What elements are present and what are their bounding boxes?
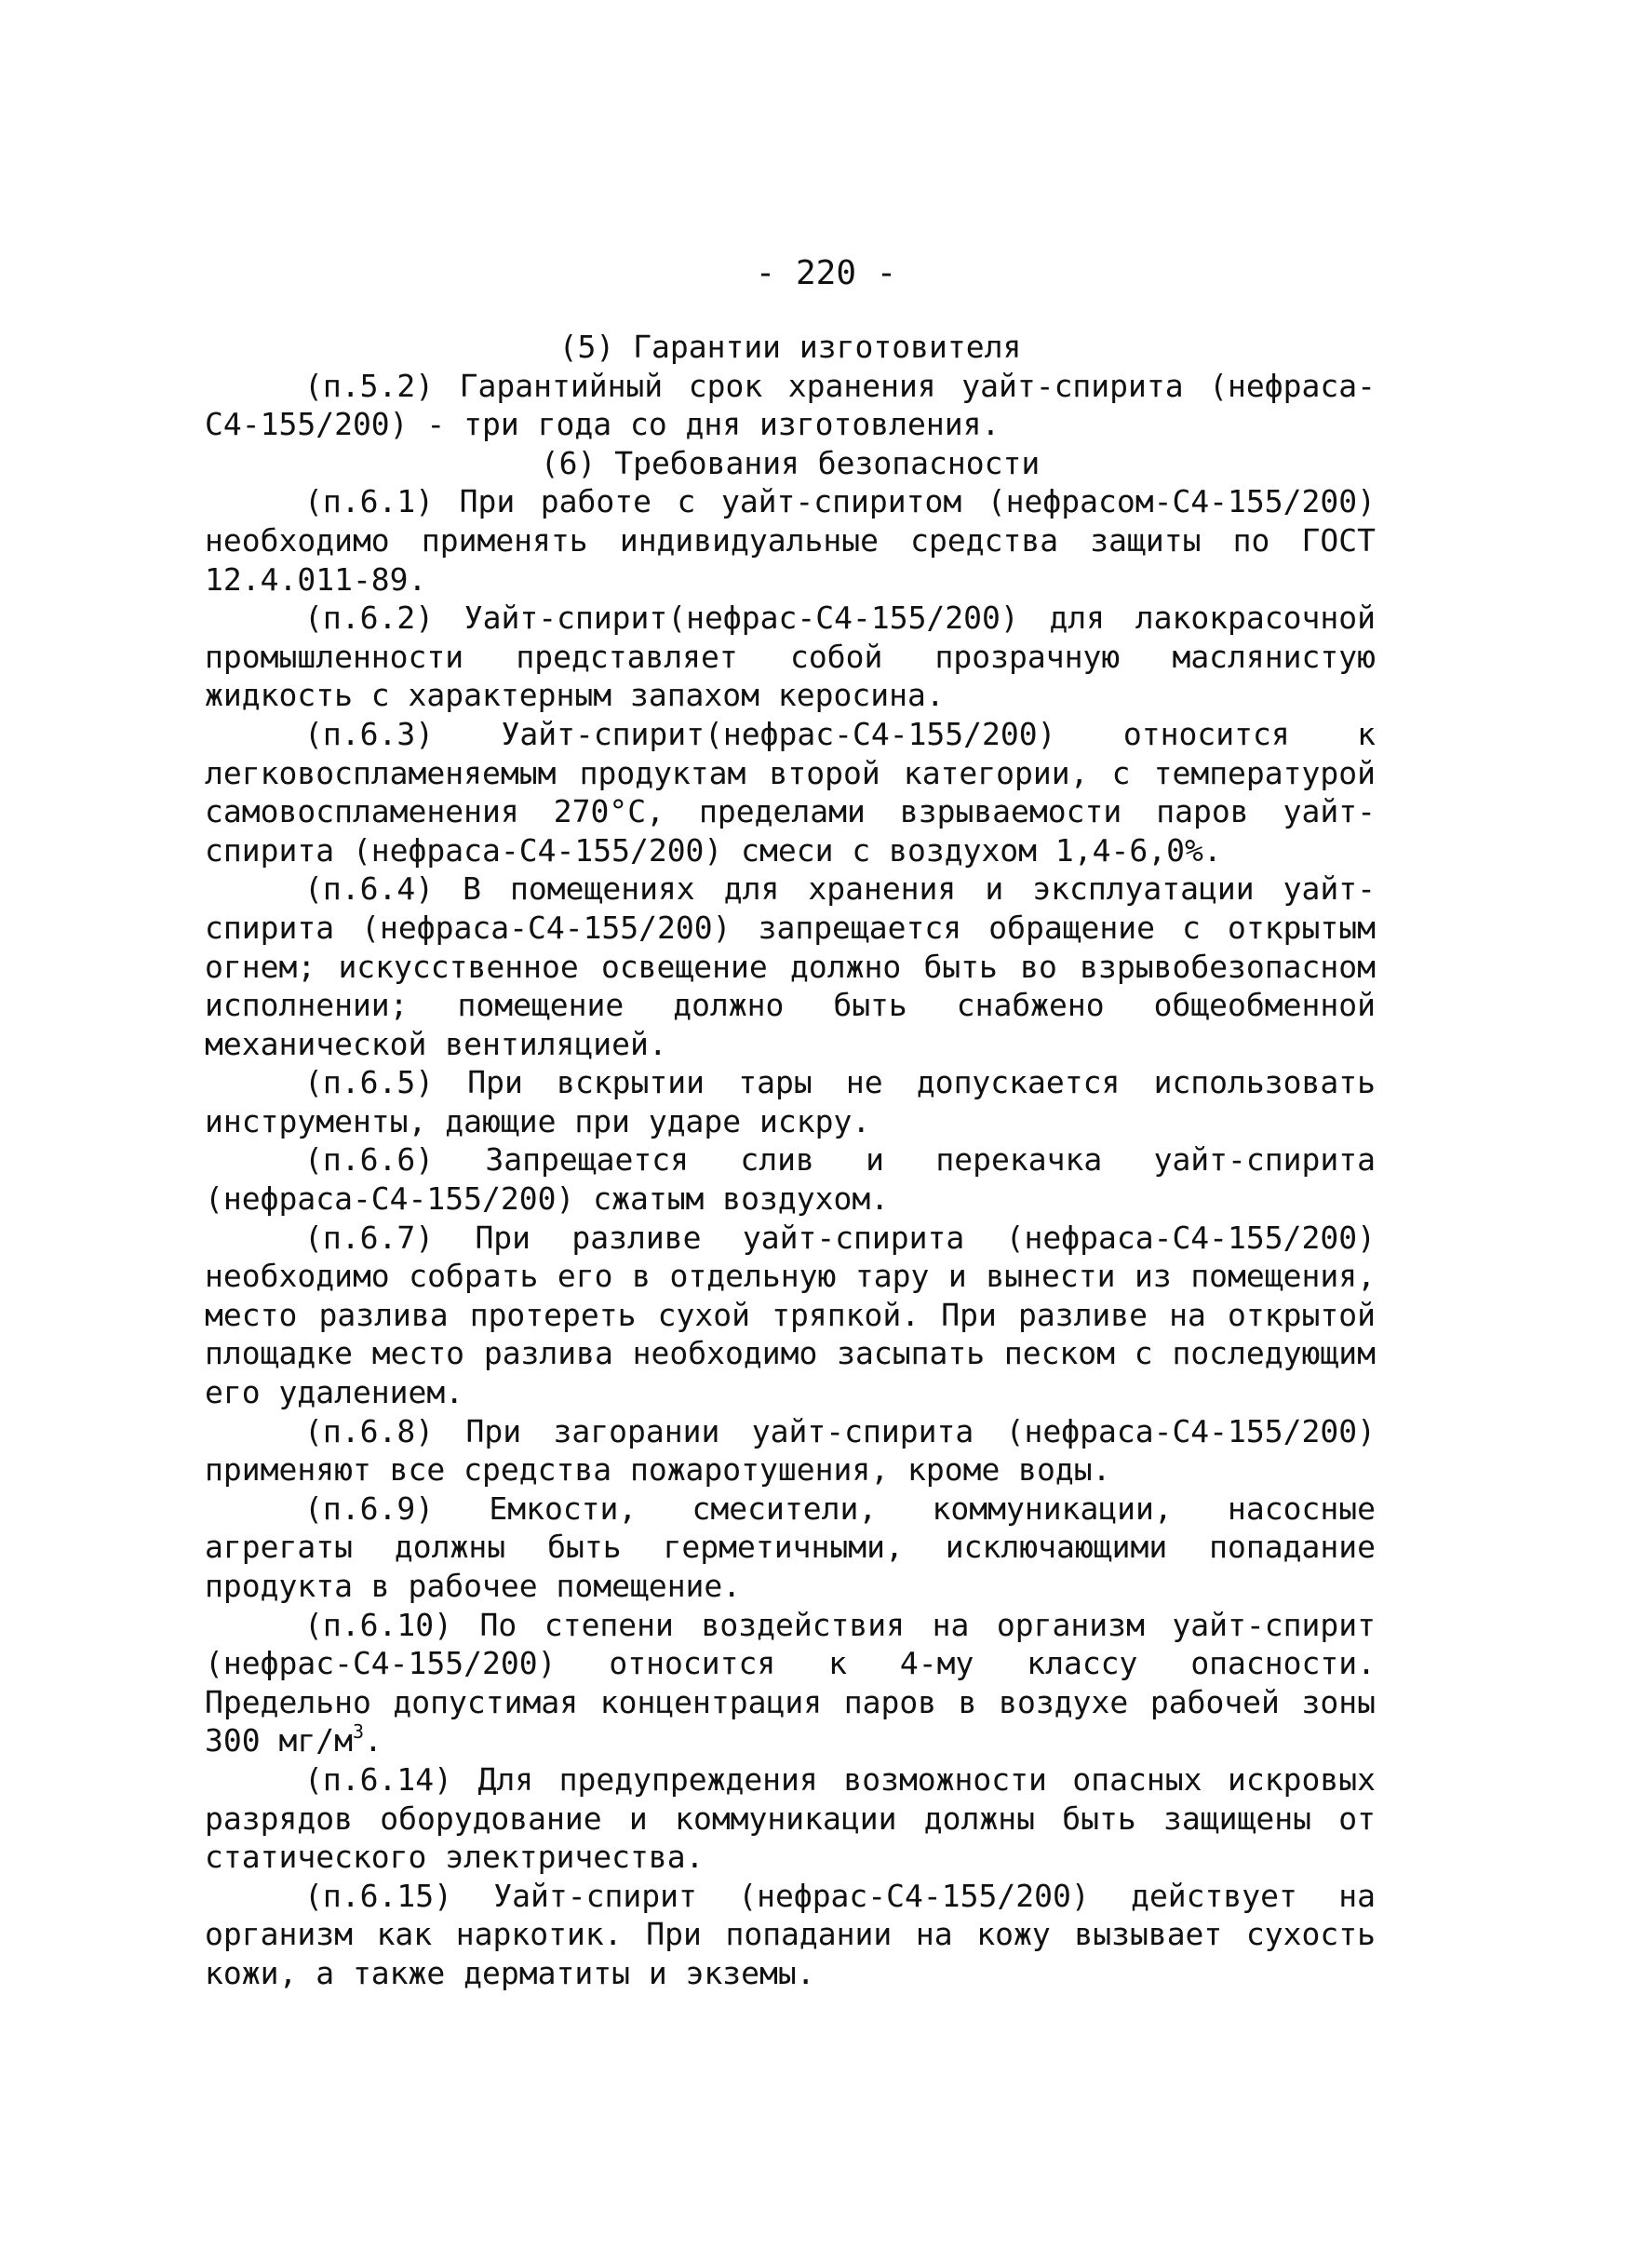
paragraph-6-4: (п.6.4) В помещениях для хранения и эксплуатации уайт-спирита (нефраса-С4-155/200) запрещается обращение с открытым огнем; искусственное освещение должно быть во взрывобезопасном исполнении; помещение должно быть снабжено общеобменной механической вентиляцией. bbox=[205, 870, 1376, 1062]
cubic-superscript: 3 bbox=[352, 1720, 364, 1744]
paragraph-6-10-end: . bbox=[364, 1722, 383, 1759]
document-body bbox=[205, 328, 1376, 1993]
paragraph-6-8: (п.6.8) При загорании уайт-спирита (нефраса-С4-155/200) применяют все средства пожаротушения, кроме воды. bbox=[205, 1412, 1376, 1489]
paragraph-6-2: (п.6.2) Уайт-спирит(нефрас-С4-155/200) для лакокрасочной промышленности представляет собой прозрачную маслянистую жидкость с характерным запахом керосина. bbox=[205, 600, 1376, 714]
paragraph-6-15: (п.6.15) Уайт-спирит (нефрас-С4-155/200) действует на организм как наркотик. При попадании на кожу вызывает сухость кожи, а также дерматиты и экземы. bbox=[205, 1877, 1376, 1991]
paragraph-6-7: (п.6.7) При разливе уайт-спирита (нефраса-С4-155/200) необходимо собрать его в отдельную тару и вынести из помещения, место разлива протереть сухой тряпкой. При разливе на открытой площадке место разлива необходимо засыпать песком с последующим его удалением. bbox=[205, 1219, 1376, 1411]
paragraph-6-5: (п.6.5) При вскрытии тары не допускается использовать инструменты, дающие при ударе искру. bbox=[205, 1064, 1376, 1139]
paragraph-5-2: (п.5.2) Гарантийный срок хранения уайт-спирита (нефраса-С4-155/200) - три года со дня изготовления. bbox=[205, 367, 1376, 443]
paragraph-6-14: (п.6.14) Для предупреждения возможности опасных искровых разрядов оборудование и коммуникации должны быть защищены от статического электричества. bbox=[205, 1760, 1376, 1876]
page-number: - 220 - bbox=[755, 254, 897, 292]
paragraph-6-3: (п.6.3) Уайт-спирит(нефрас-С4-155/200) относится к легковоспламеняемым продуктам второй категории, с температурой самовоспламенения 270°С, пределами взрываемости паров уайт-спирита (нефраса-С4-155/200) смеси с воздухом 1,4-6,0%. bbox=[205, 715, 1376, 869]
paragraph-6-9: (п.6.9) Емкости, смесители, коммуникации, насосные агрегаты должны быть герметичными, исключающими попадание продукта в рабочее помещение. bbox=[205, 1489, 1376, 1604]
paragraph-6-1: (п.6.1) При работе с уайт-спиритом (нефрасом-С4-155/200) необходимо применять индивидуальные средства защиты по ГОСТ 12.4.011-89. bbox=[205, 483, 1376, 598]
paragraph-6-10 bbox=[205, 1606, 1376, 1760]
section-heading-safety-requirements: (6) Требования безопасности bbox=[540, 444, 1041, 481]
paragraph-6-6: (п.6.6) Запрещается слив и перекачка уайт-спирита (нефраса-С4-155/200) сжатым воздухом. bbox=[205, 1141, 1376, 1218]
section-heading-manufacturer-guarantee: (5) Гарантии изготовителя bbox=[558, 329, 1022, 365]
paragraph-6-10-text: (п.6.10) По степени воздействия на организм уайт-спирит (нефрас-С4-155/200) относится к 4-му классу опасности. Предельно допустимая концентрация паров в воздухе рабочей зоны 300 мг/м bbox=[205, 1606, 1376, 1759]
